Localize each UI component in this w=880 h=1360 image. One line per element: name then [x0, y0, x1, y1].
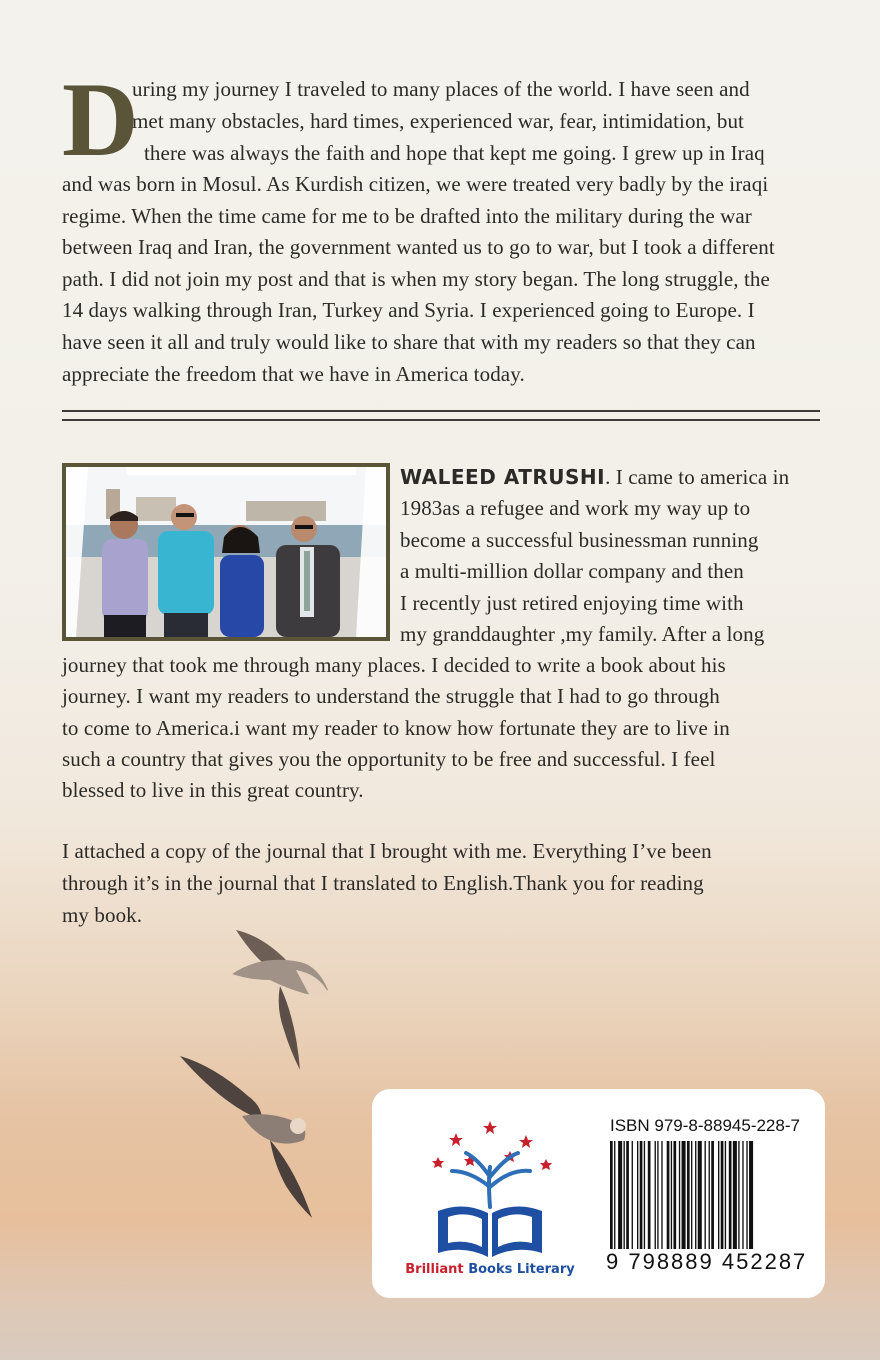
text-line: appreciate the freedom that we have in America today.	[62, 362, 525, 386]
text-line: path. I did not join my post and that is when my story began. The long struggle, the	[62, 267, 770, 291]
text-line: I recently just retired enjoying time with	[400, 591, 744, 615]
barcode-bar	[655, 1141, 656, 1249]
barcode-bar	[695, 1141, 696, 1249]
text-line: a multi-million dollar company and then	[400, 559, 744, 583]
barcode-bar	[682, 1141, 686, 1249]
barcode-bar	[648, 1141, 651, 1249]
barcode-bar	[691, 1141, 692, 1249]
text-line: 14 days walking through Iran, Turkey and Syria. I experienced going to Europe. I	[62, 298, 755, 322]
drop-cap: D	[62, 61, 139, 178]
text-line	[400, 462, 789, 493]
barcode-bar	[711, 1141, 714, 1249]
barcode-bar	[640, 1141, 643, 1249]
barcode-bar	[705, 1141, 706, 1249]
barcode-bar	[644, 1141, 645, 1249]
text-line: met many obstacles, hard times, experienced war, fear, intimidation, but	[132, 109, 744, 133]
isbn-label: ISBN 979-8-88945-228-7	[610, 1116, 800, 1135]
text-line: such a country that gives you the opportunity to be free and successful. I feel	[62, 747, 716, 771]
barcode-digits: 9 798889 452287	[606, 1249, 814, 1275]
barcode-bar	[610, 1141, 613, 1259]
divider-rule	[62, 410, 820, 412]
text-line: regime. When the time came for me to be drafted into the military during the war	[62, 204, 752, 228]
barcode-bar	[632, 1141, 633, 1249]
barcode-bar	[718, 1141, 719, 1249]
text-line: blessed to live in this great country.	[62, 778, 364, 802]
barcode-bar	[749, 1141, 753, 1259]
publisher-name-part1: Brilliant	[405, 1262, 464, 1277]
barcode-bar	[742, 1141, 743, 1249]
seagull-icon	[232, 930, 328, 1070]
text-line: become a successful businessman running	[400, 528, 759, 552]
barcode-bar	[614, 1141, 615, 1259]
text-line: journey. I want my readers to understand the struggle that I had to go through	[62, 684, 720, 708]
open-book-tree-icon	[390, 1111, 590, 1261]
author-bio	[62, 462, 822, 802]
barcode-bar	[679, 1141, 680, 1249]
text-line: I attached a copy of the journal that I brought with me. Everything I’ve been	[62, 839, 712, 863]
barcode-bar	[746, 1141, 747, 1249]
publisher-name	[390, 1262, 590, 1277]
text-line: through it’s in the journal that I translated to English.Thank you for reading	[62, 871, 704, 895]
barcode-bar	[657, 1141, 658, 1249]
text-line: and was born in Mosul. As Kurdish citizen, we were treated very badly by the iraqi	[62, 172, 769, 196]
barcode-bar	[733, 1141, 737, 1249]
divider-rule	[62, 419, 820, 421]
barcode-bar	[738, 1141, 739, 1249]
barcode-bar	[698, 1141, 702, 1249]
barcode-bar	[721, 1141, 724, 1249]
text-line: journey that took me through many places. I decided to write a book about his	[62, 653, 726, 677]
barcode-bar	[729, 1141, 732, 1249]
barcode-icon	[608, 1141, 808, 1259]
seagull-icon	[180, 1056, 312, 1218]
barcode-bar	[709, 1141, 710, 1249]
publisher-name-part2: Books Literary	[468, 1262, 575, 1277]
barcode-bar	[624, 1141, 625, 1249]
text-line: my granddaughter ,my family. After a long	[400, 622, 765, 646]
text-fragment: . I came to america in	[605, 465, 790, 489]
text-line: there was always the faith and hope that kept me going. I grew up in Iraq	[144, 141, 765, 165]
publisher-logo	[390, 1111, 590, 1291]
barcode-bar	[671, 1141, 672, 1249]
barcode-bar	[626, 1141, 629, 1249]
barcode-bar	[637, 1141, 638, 1249]
text-line: uring my journey I traveled to many places of the world. I have seen and	[132, 77, 750, 101]
barcode-bar	[618, 1141, 622, 1249]
barcode-bar	[673, 1141, 676, 1249]
barcode-bar	[667, 1141, 670, 1249]
intro-paragraph	[62, 61, 822, 394]
text-line: have seen it all and truly would like to share that with my readers so that they can	[62, 330, 756, 354]
isbn-publisher-panel	[372, 1089, 825, 1298]
text-line: to come to America.i want my reader to know how fortunate they are to live in	[62, 716, 730, 740]
author-name: WALEED ATRUSHI	[400, 465, 606, 489]
barcode-bar	[661, 1141, 662, 1249]
barcode-bar	[687, 1141, 690, 1249]
text-line: my book.	[62, 903, 143, 927]
text-line: between Iraq and Iran, the government wanted us to go to war, but I took a different	[62, 235, 775, 259]
barcode-bar	[725, 1141, 726, 1249]
text-line: 1983as a refugee and work my way up to	[400, 496, 751, 520]
